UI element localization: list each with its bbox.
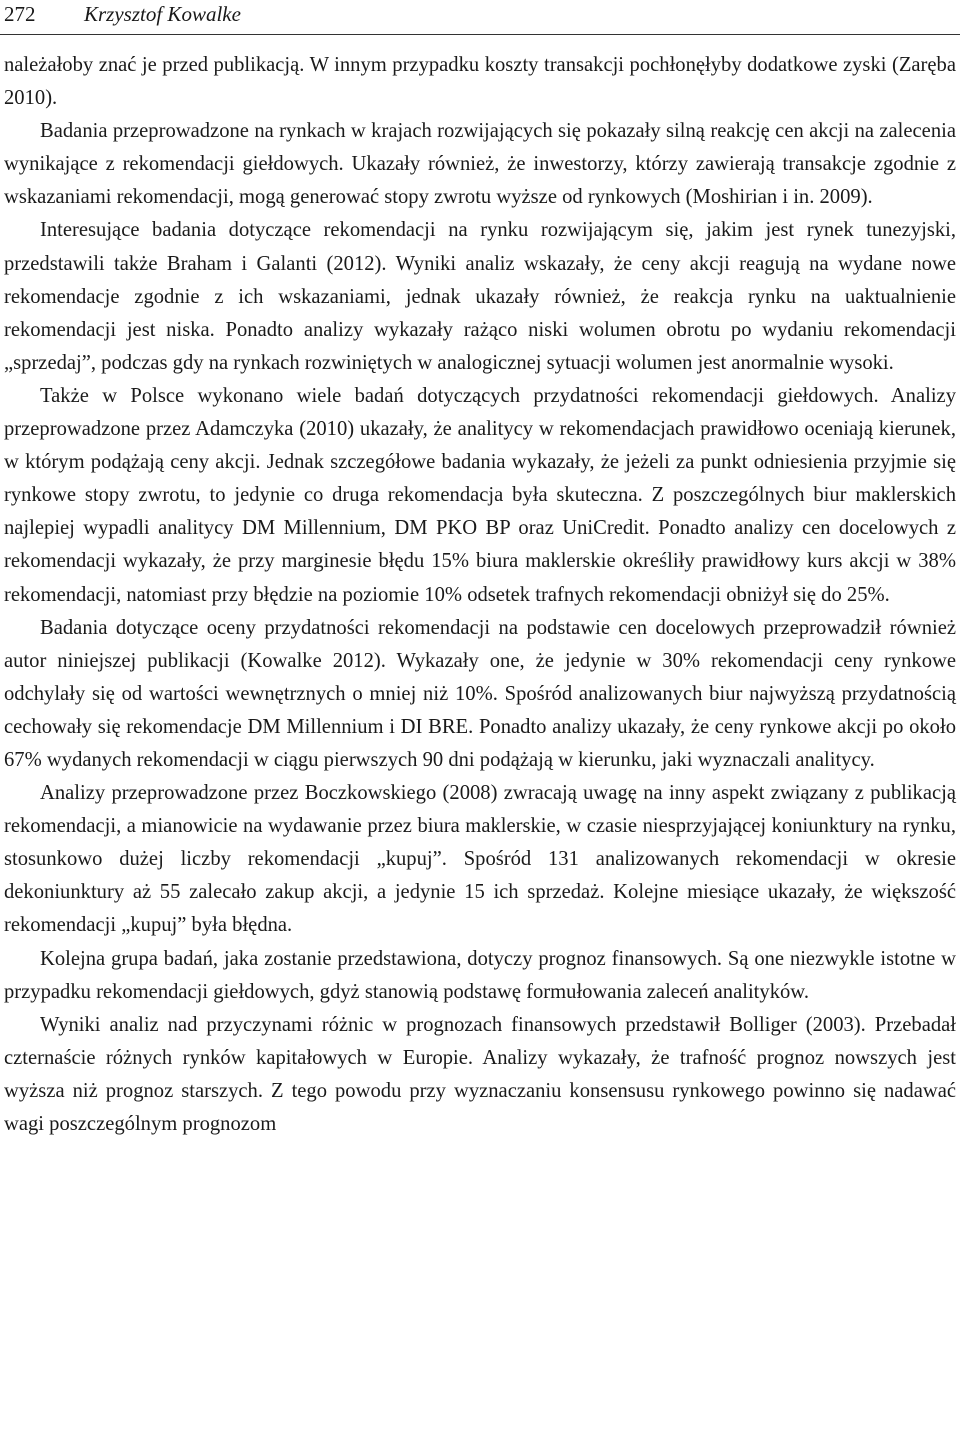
paragraph-8: Wyniki analiz nad przyczynami różnic w prognozach finansowych przedstawił Bolliger (2003). Przebadał czternaście różnych rynków kapitałowych w Europie. Analizy wykazały, że trafność prognoz nowszych jest wyższa niż prognoz starszych. Z tego powodu przy wyznaczaniu konsensusu rynkowego powinno się nadawać wagi poszczególnym prognozom (4, 1013, 956, 1135)
paragraph-3: Interesujące badania dotyczące rekomendacji na rynku rozwijającym się, jakim jest rynek tunezyjski, przedstawili także Braham i Galanti (2012). Wyniki analiz wskazały, że ceny akcji reagują na wydane nowe rekomendacje zgodnie z ich wskazaniami, jednak ukazały również, że reakcja rynku na uaktualnienie rekomendacji jest niska. Ponadto analizy wykazały rażąco niski wolumen obrotu po wydaniu rekomendacji „sprzedaj”, podczas gdy na rynkach rozwiniętych w analogicznej sytuacji wolumen jest anormalnie wysoki. (4, 219, 956, 374)
page-number: 272 (4, 2, 36, 26)
paragraph-1: należałoby znać je przed publikacją. W innym przypadku koszty transakcji pochłonęłyby dodatkowe zyski (Zaręba 2010). (4, 54, 956, 110)
paragraph-2: Badania przeprowadzone na rynkach w krajach rozwijających się pokazały silną reakcję cen akcji na zalecenia wynikające z rekomendacji giełdowych. Ukazały również, że inwestorzy, którzy zawierają transakcje zgodnie z wskazaniami rekomendacji, mogą generować stopy zwrotu wyższe od rynkowych (Moshirian i in. 2009). (4, 120, 956, 209)
running-head-author: Krzysztof Kowalke (84, 2, 241, 26)
header-rule (0, 34, 960, 35)
paragraph-6: Analizy przeprowadzone przez Boczkowskiego (2008) zwracają uwagę na inny aspekt związany z publikacją rekomendacji, a mianowicie na wydawanie przez biura maklerskie, w czasie niesprzyjającej koniunktury na rynku, stosunkowo dużej liczby rekomendacji „kupuj”. Spośród 131 analizowanych rekomendacji w okresie dekoniunktury aż 55 zalecało zakup akcji, a jedynie 15 ich sprzedaż. Kolejne miesiące ukazały, że większość rekomendacji „kupuj” była błędna. (4, 782, 956, 937)
paragraph-4: Także w Polsce wykonano wiele badań dotyczących przydatności rekomendacji giełdowych. Analizy przeprowadzone przez Adamczyka (2010) ukazały, że analitycy w rekomendacjach prawidłowo oceniają kierunek, w którym podążają ceny akcji. Jednak szczegółowe badania wykazały, że jeżeli za punkt odniesienia przyjmie się rynkowe stopy zwrotu, to jedynie co druga rekomendacja była skuteczna. Z poszczególnych biur maklerskich najlepiej wypadli analitycy DM Millennium, DM PKO BP oraz UniCredit. Ponadto analizy cen docelowych z rekomendacji wykazały, że przy marginesie błędu 15% biura maklerskie określiły prawidłowy kurs akcji w 38% rekomendacji, natomiast przy błędzie na poziomie 10% odsetek trafnych rekomendacji obniżył się do 25%. (4, 384, 956, 606)
running-head (4, 0, 956, 30)
paragraph-7: Kolejna grupa badań, jaka zostanie przedstawiona, dotyczy prognoz finansowych. Są one niezwykle istotne w przypadku rekomendacji giełdowych, gdyż stanowią podstawę formułowania zaleceń analityków. (4, 947, 956, 1003)
paragraph-5: Badania dotyczące oceny przydatności rekomendacji na podstawie cen docelowych przeprowadził również autor niniejszej publikacji (Kowalke 2012). Wykazały one, że jedynie w 30% rekomendacji ceny rynkowe odchylały się od wartości wewnętrznych o mniej niż 10%. Spośród analizowanych biur najwyższą przydatnością cechowały się rekomendacje DM Millennium i DI BRE. Ponadto analizy ukazały, że ceny rynkowe akcji po około 67% wydanych rekomendacji w ciągu pierwszych 90 dni podążają w kierunku, jaki wyznaczali analitycy. (4, 616, 956, 771)
body-text (4, 49, 956, 1141)
